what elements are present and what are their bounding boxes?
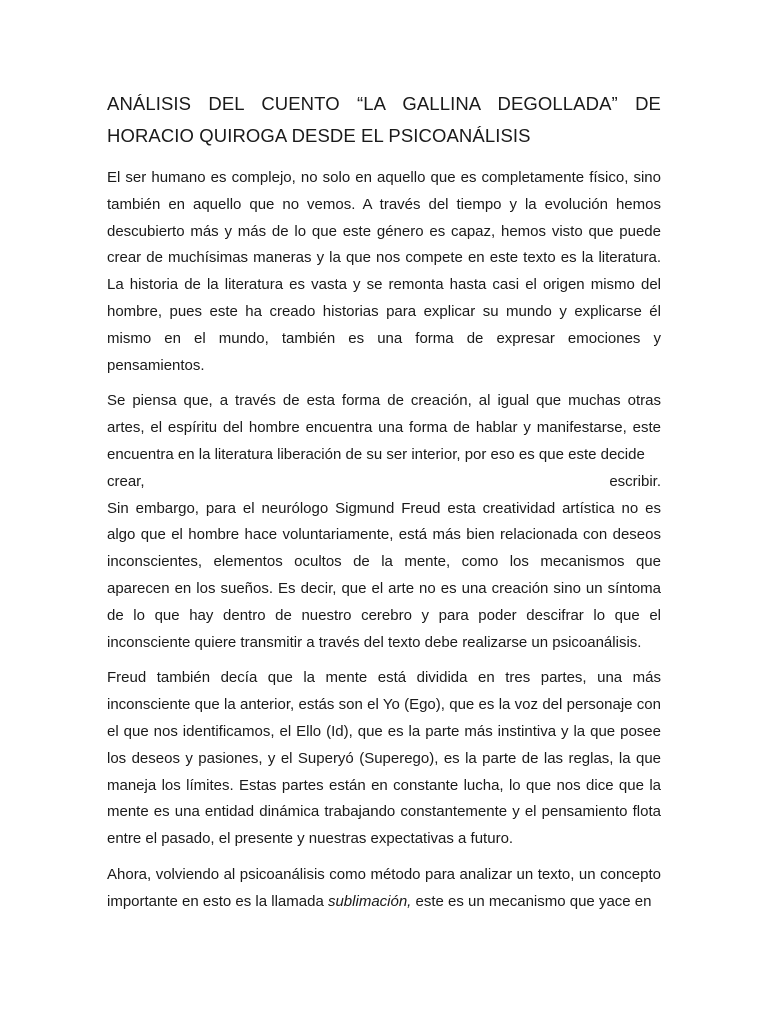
paragraph-2 — [107, 388, 661, 495]
paragraph-5-text-before: Ahora, volviendo al psicoanálisis como método para analizar un texto, un concepto importante en esto es la llamada — [107, 865, 661, 910]
paragraph-4: Freud también decía que la mente está dividida en tres partes, una más inconsciente que la anterior, estás son el Yo (Ego), que es la voz del personaje con el que nos identificamos, el Ello (Id), que es la parte más instintiva y la que posee los deseos y pasiones, y el Superyó (Superego), es la parte de las reglas, la que maneja los límites. Estas partes están en constante lucha, lo que nos dice que la mente es una entidad dinámica trabajando constantemente y el pensamiento flota entre el pasado, el presente y nuestras expectativas a futuro. — [107, 669, 661, 848]
paragraph-2-word-escribir: escribir. — [609, 472, 661, 490]
paragraph-3: Sin embargo, para el neurólogo Sigmund Freud esta creatividad artística no es algo que el hombre hace voluntariamente, está más bien relacionada con deseos inconscientes, elementos ocultos de la mente, como los mecanismos que aparecen en los sueños. Es decir, que el arte no es una creación sino un síntoma de lo que hay dentro de nuestro cerebro y para poder descifrar lo que el inconsciente quiere transmitir a través del texto debe realizarse un psicoanálisis. — [107, 499, 661, 651]
paragraph-5-italic-term: sublimación, — [327, 892, 412, 910]
paragraph-1: El ser humano es complejo, no solo en aquello que es completamente físico, sino también en aquello que no vemos. A través del tiempo y la evolución hemos descubierto más y más de lo que este género es capaz, hemos visto que puede crear de muchísimas maneras y la que nos compete en este texto es la literatura. La historia de la literatura es vasta y se remonta hasta casi el origen mismo del hombre, pues este ha creado historias para explicar su mundo y explicarse él mismo en el mundo, también es una forma de expresar emociones y pensamientos. — [107, 169, 661, 374]
paragraph-2-word-crear: crear, — [107, 472, 145, 490]
paragraph-5 — [107, 862, 661, 916]
paragraph-2-last-line — [107, 469, 661, 496]
document-title: ANÁLISIS DEL CUENTO “LA GALLINA DEGOLLADA” DE HORACIO QUIROGA DESDE EL PSICOANÁLISIS — [107, 93, 661, 146]
paragraph-2-text: Se piensa que, a través de esta forma de creación, al igual que muchas otras artes, el espíritu del hombre encuentra una forma de hablar y manifestarse, este encuentra en la literatura liberación de su ser interior, por eso es que este decide — [107, 392, 661, 463]
paragraph-5-text-after: este es un mecanismo que yace en — [411, 892, 652, 910]
document-body — [107, 88, 661, 925]
